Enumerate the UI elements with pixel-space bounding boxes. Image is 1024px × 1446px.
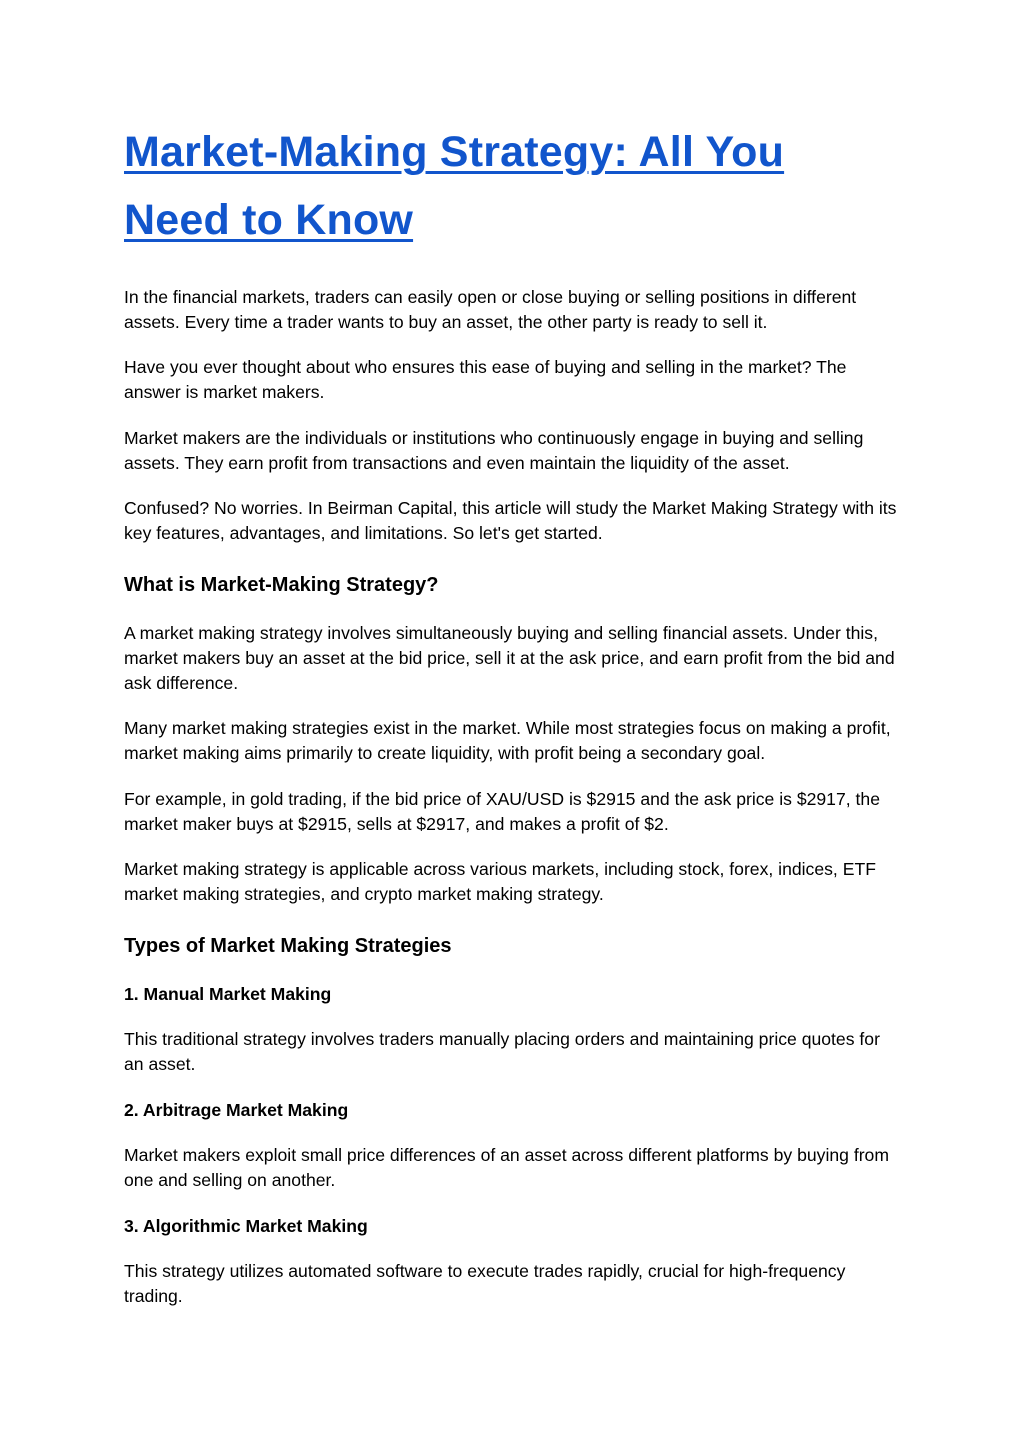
- section-heading-types: Types of Market Making Strategies: [124, 935, 452, 957]
- title-line-1[interactable]: Market-Making Strategy: All You: [124, 128, 785, 176]
- intro-paragraph-1: In the financial markets, traders can easily open or close buying or selling positions in different assets. Every time a trader wants to buy an asset, the other party is ready to sell it.: [124, 287, 857, 332]
- section-heading-what-is: What is Market-Making Strategy?: [124, 574, 439, 596]
- section1-paragraph-4: Market making strategy is applicable across various markets, including stock, forex, indices, ETF market making strategies, and crypto market making strategy.: [124, 859, 876, 904]
- section1-paragraph-2: Many market making strategies exist in the market. While most strategies focus on making a profit, market making aims primarily to create liquidity, with profit being a secondary goal.: [124, 718, 891, 763]
- intro-paragraph-2: Have you ever thought about who ensures this ease of buying and selling in the market? The answer is market makers.: [124, 357, 847, 402]
- title-line-2[interactable]: Need to Know: [124, 196, 414, 244]
- intro-paragraph-4: Confused? No worries. In Beirman Capital, this article will study the Market Making Strategy with its key features, advantages, and limitations. So let's get started.: [124, 498, 897, 543]
- subheading-algorithmic-market-making: 3. Algorithmic Market Making: [124, 1216, 368, 1236]
- section1-paragraph-3: For example, in gold trading, if the bid price of XAU/USD is $2915 and the ask price is $2917, the market maker buys at $2915, sells at $2917, and makes a profit of $2.: [124, 789, 880, 834]
- subheading-manual-market-making: 1. Manual Market Making: [124, 984, 332, 1004]
- page-title-link[interactable]: [124, 118, 904, 254]
- subheading-arbitrage-market-making: 2. Arbitrage Market Making: [124, 1100, 349, 1120]
- arbitrage-market-making-text: Market makers exploit small price differences of an asset across different platforms by buying from one and selling on another.: [124, 1145, 890, 1190]
- manual-market-making-text: This traditional strategy involves traders manually placing orders and maintaining price quotes for an asset.: [124, 1029, 880, 1074]
- intro-paragraph-3: Market makers are the individuals or institutions who continuously engage in buying and selling assets. They earn profit from transactions and even maintain the liquidity of the asset.: [124, 428, 864, 473]
- algorithmic-market-making-text: This strategy utilizes automated software to execute trades rapidly, crucial for high-frequency trading.: [124, 1261, 846, 1306]
- section1-paragraph-1: A market making strategy involves simultaneously buying and selling financial assets. Under this, market makers buy an asset at the bid price, sell it at the ask price, and earn profit from the bid and ask difference.: [124, 623, 895, 693]
